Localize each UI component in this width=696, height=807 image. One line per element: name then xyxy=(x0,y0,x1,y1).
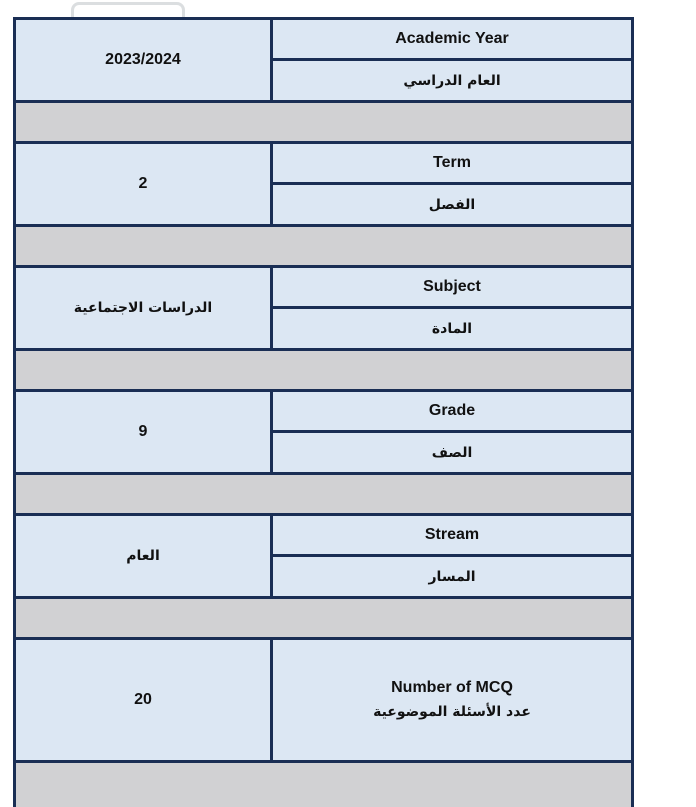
mcq-value: 20 xyxy=(16,640,270,760)
term-label-en: Term xyxy=(273,144,631,182)
separator-row xyxy=(16,475,631,513)
separator-row xyxy=(16,227,631,265)
stream-label-en: Stream xyxy=(273,516,631,554)
stream-label-ar: المسار xyxy=(273,557,631,596)
grade-label-ar: الصف xyxy=(273,433,631,472)
subject-label-ar: المادة xyxy=(273,309,631,348)
mcq-label xyxy=(273,640,631,760)
mcq-label-en: Number of MCQ xyxy=(391,679,513,696)
separator-row xyxy=(16,599,631,637)
grade-label-en: Grade xyxy=(273,392,631,430)
separator-row xyxy=(16,103,631,141)
academic-year-value: 2023/2024 xyxy=(16,20,270,100)
grade-value: 9 xyxy=(16,392,270,472)
stream-value: العام xyxy=(16,516,270,596)
separator-row xyxy=(16,763,631,807)
term-value: 2 xyxy=(16,144,270,224)
mcq-label-ar: عدد الأسئلة الموضوعية xyxy=(373,704,531,720)
subject-label-en: Subject xyxy=(273,268,631,306)
separator-row xyxy=(16,351,631,389)
term-label-ar: الفصل xyxy=(273,185,631,224)
academic-year-label-en: Academic Year xyxy=(273,20,631,58)
academic-year-label-ar: العام الدراسي xyxy=(273,61,631,100)
info-table xyxy=(13,17,634,807)
subject-value: الدراسات الاجتماعية xyxy=(16,268,270,348)
